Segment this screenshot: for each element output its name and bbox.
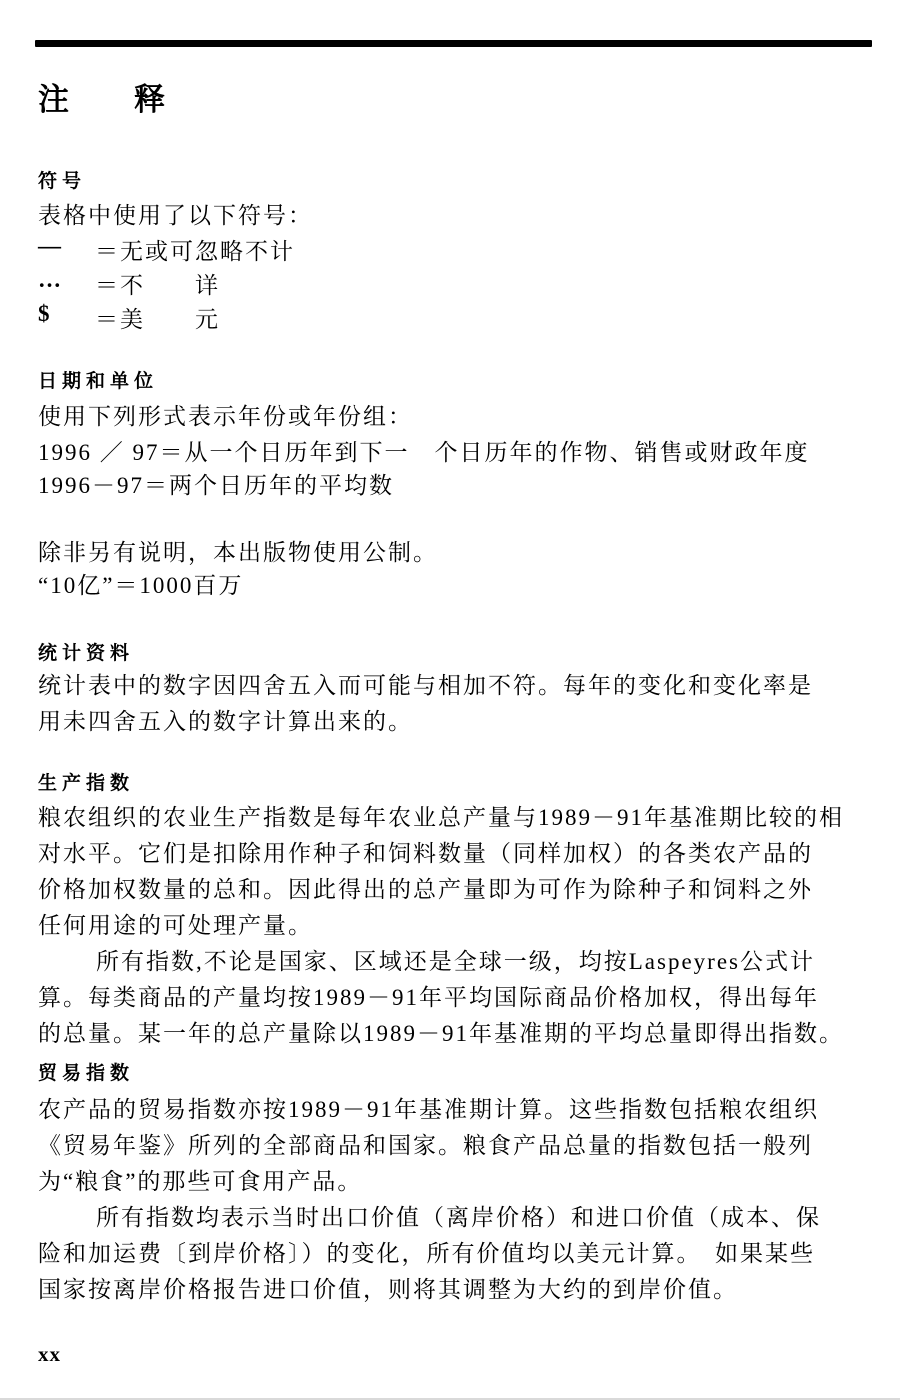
- trade-paragraph-line: 为“粮食”的那些可食用产品。: [38, 1169, 363, 1194]
- production-paragraph-line: 任何用途的可处理产量。: [38, 913, 313, 938]
- symbols-heading: 符号: [38, 171, 87, 192]
- trade-heading: 贸易指数: [38, 1063, 135, 1084]
- production-paragraph-line: 的总量。某一年的总产量除以1989－91年基准期的平均总量即得出指数。: [38, 1021, 844, 1046]
- symbol-glyph: …: [38, 267, 63, 292]
- symbol-glyph: $: [38, 301, 52, 326]
- trade-paragraph-line: 农产品的贸易指数亦按1989－91年基准期计算。这些指数包括粮农组织: [38, 1097, 819, 1122]
- metric-note: 除非另有说明，本出版物使用公制。: [38, 540, 438, 565]
- production-paragraph-line: 粮农组织的农业生产指数是每年农业总产量与1989－91年基准期比较的相: [38, 805, 844, 830]
- symbol-row: [38, 301, 872, 335]
- symbol-row: [38, 233, 872, 267]
- symbol-glyph: —: [38, 233, 63, 258]
- symbol-meaning: ＝无或可忽略不计: [95, 239, 295, 264]
- dates-intro: 使用下列形式表示年份或年份组：: [38, 404, 413, 429]
- symbol-meaning: ＝不 详: [95, 273, 220, 298]
- section-unit-notes: [38, 534, 872, 600]
- trade-paragraph-line: 险和加运费〔到岸价格〕）的变化，所有价值均以美元计算。 如果某些: [38, 1241, 815, 1266]
- page-top-rule: [35, 40, 872, 47]
- production-paragraph-line: 价格加权数量的总和。因此得出的总产量即为可作为除种子和饲料之外: [38, 877, 813, 902]
- symbol-meaning: ＝美 元: [95, 307, 220, 332]
- symbols-intro: 表格中使用了以下符号：: [38, 203, 313, 228]
- statistics-line: 用未四舍五入的数字计算出来的。: [38, 709, 413, 734]
- section-symbols: [38, 166, 872, 335]
- date-format-line: 1996－97＝两个日历年的平均数: [38, 473, 394, 498]
- trade-paragraph-line: 《贸易年鉴》所列的全部商品和国家。粮食产品总量的指数包括一般列: [38, 1133, 813, 1158]
- symbol-row: [38, 267, 872, 301]
- section-dates: [38, 366, 872, 500]
- production-paragraph-line: 所有指数,不论是国家、区域还是全球一级，均按Laspeyres公式计: [96, 949, 815, 974]
- production-paragraph-line: 对水平。它们是扣除用作种子和饲料数量（同样加权）的各类农产品的: [38, 841, 813, 866]
- dates-heading: 日期和单位: [38, 371, 159, 392]
- page-title: 注 释: [38, 82, 166, 117]
- section-statistics: [38, 638, 872, 740]
- section-trade: [38, 1058, 872, 1308]
- page-number: xx: [38, 1342, 61, 1366]
- statistics-heading: 统计资料: [38, 643, 135, 664]
- billion-note: “10亿”＝1000百万: [38, 573, 244, 598]
- production-paragraph-line: 算。每类商品的产量均按1989－91年平均国际商品价格加权，得出每年: [38, 985, 819, 1010]
- trade-paragraph-line: 所有指数均表示当时出口价值（离岸价格）和进口价值（成本、保: [96, 1205, 821, 1230]
- date-format-line: 1996 ／ 97＝从一个日历年到下一 个日历年的作物、销售或财政年度: [38, 440, 810, 465]
- statistics-line: 统计表中的数字因四舍五入而可能与相加不符。每年的变化和变化率是: [38, 673, 813, 698]
- section-production: [38, 768, 872, 1052]
- production-heading: 生产指数: [38, 773, 135, 794]
- trade-paragraph-line: 国家按离岸价格报告进口价值，则将其调整为大约的到岸价值。: [38, 1277, 738, 1302]
